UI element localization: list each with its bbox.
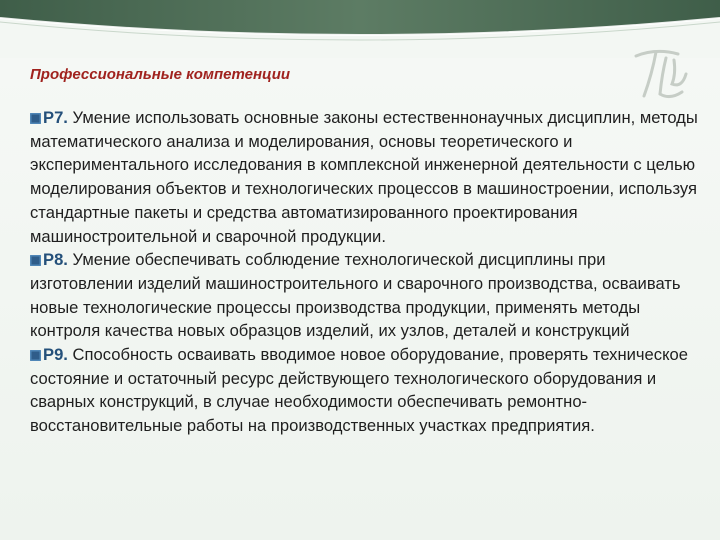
list-item [30,106,706,248]
competency-text: Умение использовать основные законы естественнонаучных дисциплин, методы математического анализа и моделирования, основы теоретического и экспериментального исследования в комплексной инженерной деятельности с целью моделирования объектов и технологических процессов в машиностроении, используя стандартные пакеты и средства автоматизированного проектирования машиностроительной и сварочной продукции. [30,108,698,246]
square-bullet-icon [30,255,41,266]
square-bullet-icon [30,113,41,124]
competency-code: P8. [43,250,68,270]
competency-list [30,106,706,438]
list-item [30,248,706,343]
header-band [0,0,720,58]
competency-code: P9. [43,345,68,365]
list-item [30,343,706,438]
square-bullet-icon [30,350,41,361]
competency-code: P7. [43,108,68,127]
tpu-monogram-logo [626,44,696,104]
page-title: Профессиональные компетенции [30,66,291,83]
competency-text: Умение обеспечивать соблюдение технологической дисциплины при изготовлении изделий машиностроительного и сварочного производства, осваивать новые технологические процессы производства продукции, применять методы контроля качества новых образцов изделий, их узлов, деталей и конструкций [30,250,681,341]
competency-text: Способность осваивать вводимое новое оборудование, проверять техническое состояние и остаточный ресурс действующего технологического оборудования и сварных конструкций, в случае необходимости обеспечивать ремонтно-восстановительные работы на производственных участках предприятия. [30,345,688,436]
